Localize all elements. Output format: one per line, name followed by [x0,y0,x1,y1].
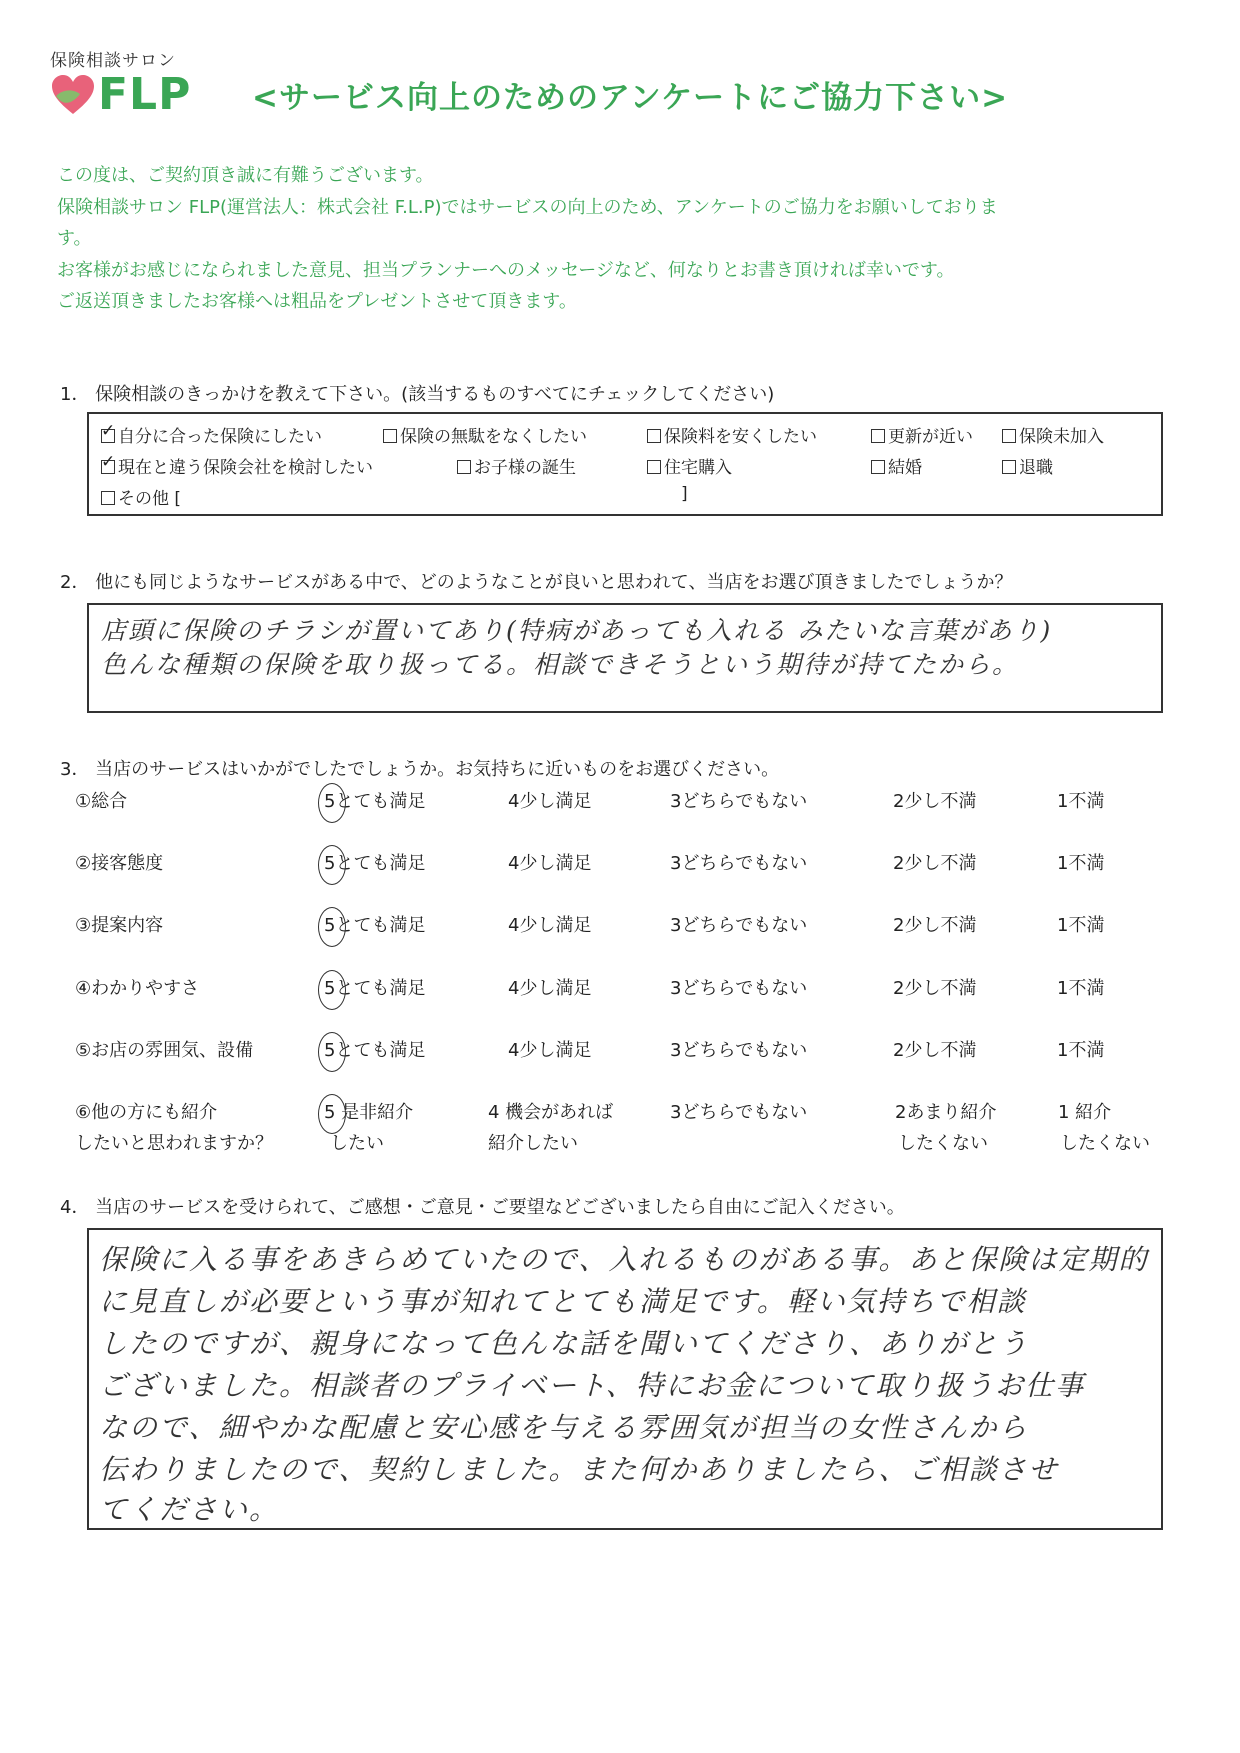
heart-icon [50,74,96,116]
rating-option-5[interactable]: 5とても満足 [324,787,425,813]
rating-label: ①総合 [75,791,128,812]
rating-option-1-line2: したくない [1060,1133,1150,1154]
selected-circle [318,970,346,1010]
question-2: 2． 他にも同じようなサービスがある中で、どのようなことが良いと思われて、当店をお選び頂きましたでしょうか？ [60,572,1013,593]
checkbox-checked-icon[interactable] [101,460,115,474]
rating-option-3[interactable]: 3どちらでもない [670,853,808,874]
question-3: 3． 当店のサービスはいかがでしたでしょうか。お気持ちに近いものをお選びください。 [60,759,780,780]
rating-option-1[interactable]: 1不満 [1057,853,1105,874]
checkbox-icon[interactable] [647,429,661,443]
rating-option-2[interactable]: 2少し不満 [893,853,977,874]
rating-option-5-line2: したい [330,1133,384,1154]
selected-circle [318,907,346,947]
checkbox-option[interactable]: 更新が近い [871,422,973,447]
logo-subtitle: 保険相談サロン [50,51,176,71]
rating-option-4[interactable]: 4少し満足 [508,915,592,936]
rating-option-3[interactable]: 3どちらでもない [670,915,808,936]
handwritten-answer-line: に見直しが必要という事が知れてとても満足です。軽い気持ちで相談 [99,1285,1027,1318]
q2-answer-box[interactable] [87,603,1163,713]
intro-text [57,160,1167,318]
checkbox-option[interactable]: お子様の誕生 [457,453,576,478]
intro-line: 保険相談サロン FLP(運営法人：株式会社 F.L.P)ではサービスの向上のため、アンケートのご協力をお願いしておりま [57,196,998,218]
handwritten-answer-line: 伝わりましたので、契約しました。また何かありましたら、ご相談させ [99,1453,1059,1486]
rating-option-5[interactable]: 5 是非紹介 [324,1098,413,1124]
checkbox-option[interactable]: ✓自分に合った保険にしたい [101,422,322,447]
checkbox-icon[interactable] [647,460,661,474]
question-1: 1． 保険相談のきっかけを教えて下さい。(該当するものすべてにチェックしてください) [60,384,775,405]
rating-option-3[interactable]: 3どちらでもない [670,1040,808,1061]
handwritten-answer-line: ございました。相談者のプライベート、特にお金について取り扱うお仕事 [99,1369,1086,1402]
rating-option-2[interactable]: 2あまり紹介 [895,1102,997,1123]
rating-option-3[interactable]: 3どちらでもない [670,1102,808,1123]
rating-option-2[interactable]: 2少し不満 [893,791,977,812]
rating-option-4[interactable]: 4 機会があれば [488,1102,614,1123]
rating-option-2[interactable]: 2少し不満 [893,915,977,936]
intro-line: す。 [57,228,92,249]
handwritten-answer-line: したのですが、親身になって色んな話を聞いてくださり、ありがとう [99,1327,1030,1360]
checkbox-option[interactable]: 退職 [1002,453,1053,478]
checkbox-icon[interactable] [457,460,471,474]
selected-circle [318,1094,346,1134]
rating-label: ④わかりやすさ [75,978,200,999]
rating-option-3[interactable]: 3どちらでもない [670,791,808,812]
rating-option-2[interactable]: 2少し不満 [893,978,977,999]
rating-option-4[interactable]: 4少し満足 [508,978,592,999]
rating-option-1[interactable]: 1不満 [1057,915,1105,936]
logo-text: FLP [98,69,192,120]
rating-option-5[interactable]: 5とても満足 [324,911,425,937]
rating-option-3[interactable]: 3どちらでもない [670,978,808,999]
intro-line: ご返送頂きましたお客様へは粗品をプレゼントさせて頂きます。 [57,291,577,312]
handwritten-answer-line: 店頭に保険のチラシが置いてあり(特病があっても入れる みたいな言葉があり) [101,616,1053,645]
rating-option-5[interactable]: 5とても満足 [324,1036,425,1062]
rating-option-5[interactable]: 5とても満足 [324,849,425,875]
rating-option-1[interactable]: 1 紹介 [1058,1102,1112,1123]
selected-circle [318,1032,346,1072]
intro-line: お客様がお感じになられました意見、担当プランナーへのメッセージなど、何なりとお書き頂ければ幸いです。 [57,259,955,281]
rating-option-1[interactable]: 1不満 [1057,791,1105,812]
checkbox-option[interactable]: ✓現在と違う保険会社を検討したい [101,453,373,478]
page-title: <サービス向上のためのアンケートにご協力下さい> [252,80,1009,116]
rating-option-1[interactable]: 1不満 [1057,978,1105,999]
rating-option-4-line2: 紹介したい [488,1133,578,1154]
rating-label: ②接客態度 [75,853,164,874]
rating-label: ③提案内容 [75,915,164,936]
checkbox-option[interactable]: 住宅購入 [647,453,732,478]
checkbox-option[interactable]: 保険料を安くしたい [647,422,817,447]
selected-circle [318,845,346,885]
checkbox-icon[interactable] [383,429,397,443]
handwritten-answer-line: なので、細やかな配慮と安心感を与える雰囲気が担当の女性さんから [99,1411,1029,1444]
question-4: 4． 当店のサービスを受けられて、ご感想・ご意見・ご要望などございましたら自由にご記入ください。 [60,1197,905,1218]
checkbox-icon[interactable] [1002,429,1016,443]
checkbox-option[interactable]: 保険の無駄をなくしたい [383,422,587,447]
logo [50,46,220,120]
q4-answer-box[interactable] [87,1228,1163,1530]
rating-option-2[interactable]: 2少し不満 [893,1040,977,1061]
checkbox-checked-icon[interactable] [101,429,115,443]
checkbox-option[interactable]: 結婚 [871,453,922,478]
rating-option-4[interactable]: 4少し満足 [508,853,592,874]
checkbox-icon[interactable] [101,491,115,505]
rating-option-2-line2: したくない [898,1133,988,1154]
rating-label: ⑤お店の雰囲気、設備 [75,1040,254,1061]
handwritten-answer-line: てください。 [99,1493,280,1526]
checkbox-option-other[interactable]: その他 [ [101,484,181,509]
rating-option-4[interactable]: 4少し満足 [508,1040,592,1061]
handwritten-answer-line: 色んな種類の保険を取り扱ってる。相談できそうという期待が持てたから。 [101,650,1020,679]
other-bracket-close: ] [681,484,688,504]
checkbox-icon[interactable] [871,429,885,443]
intro-line: この度は、ご契約頂き誠に有難うございます。 [57,165,434,186]
checkbox-icon[interactable] [871,460,885,474]
q1-options-box [87,412,1163,516]
handwritten-answer-line: 保険に入る事をあきらめていたので、入れるものがある事。あと保険は定期的 [99,1243,1149,1276]
rating-option-1[interactable]: 1不満 [1057,1040,1105,1061]
checkbox-icon[interactable] [1002,460,1016,474]
checkbox-option[interactable]: 保険未加入 [1002,422,1104,447]
selected-circle [318,783,346,823]
rating-option-5[interactable]: 5とても満足 [324,974,425,1000]
rating-label: したいと思われますか？ [75,1133,273,1154]
rating-label: ⑥他の方にも紹介 [75,1102,218,1123]
rating-option-4[interactable]: 4少し満足 [508,791,592,812]
